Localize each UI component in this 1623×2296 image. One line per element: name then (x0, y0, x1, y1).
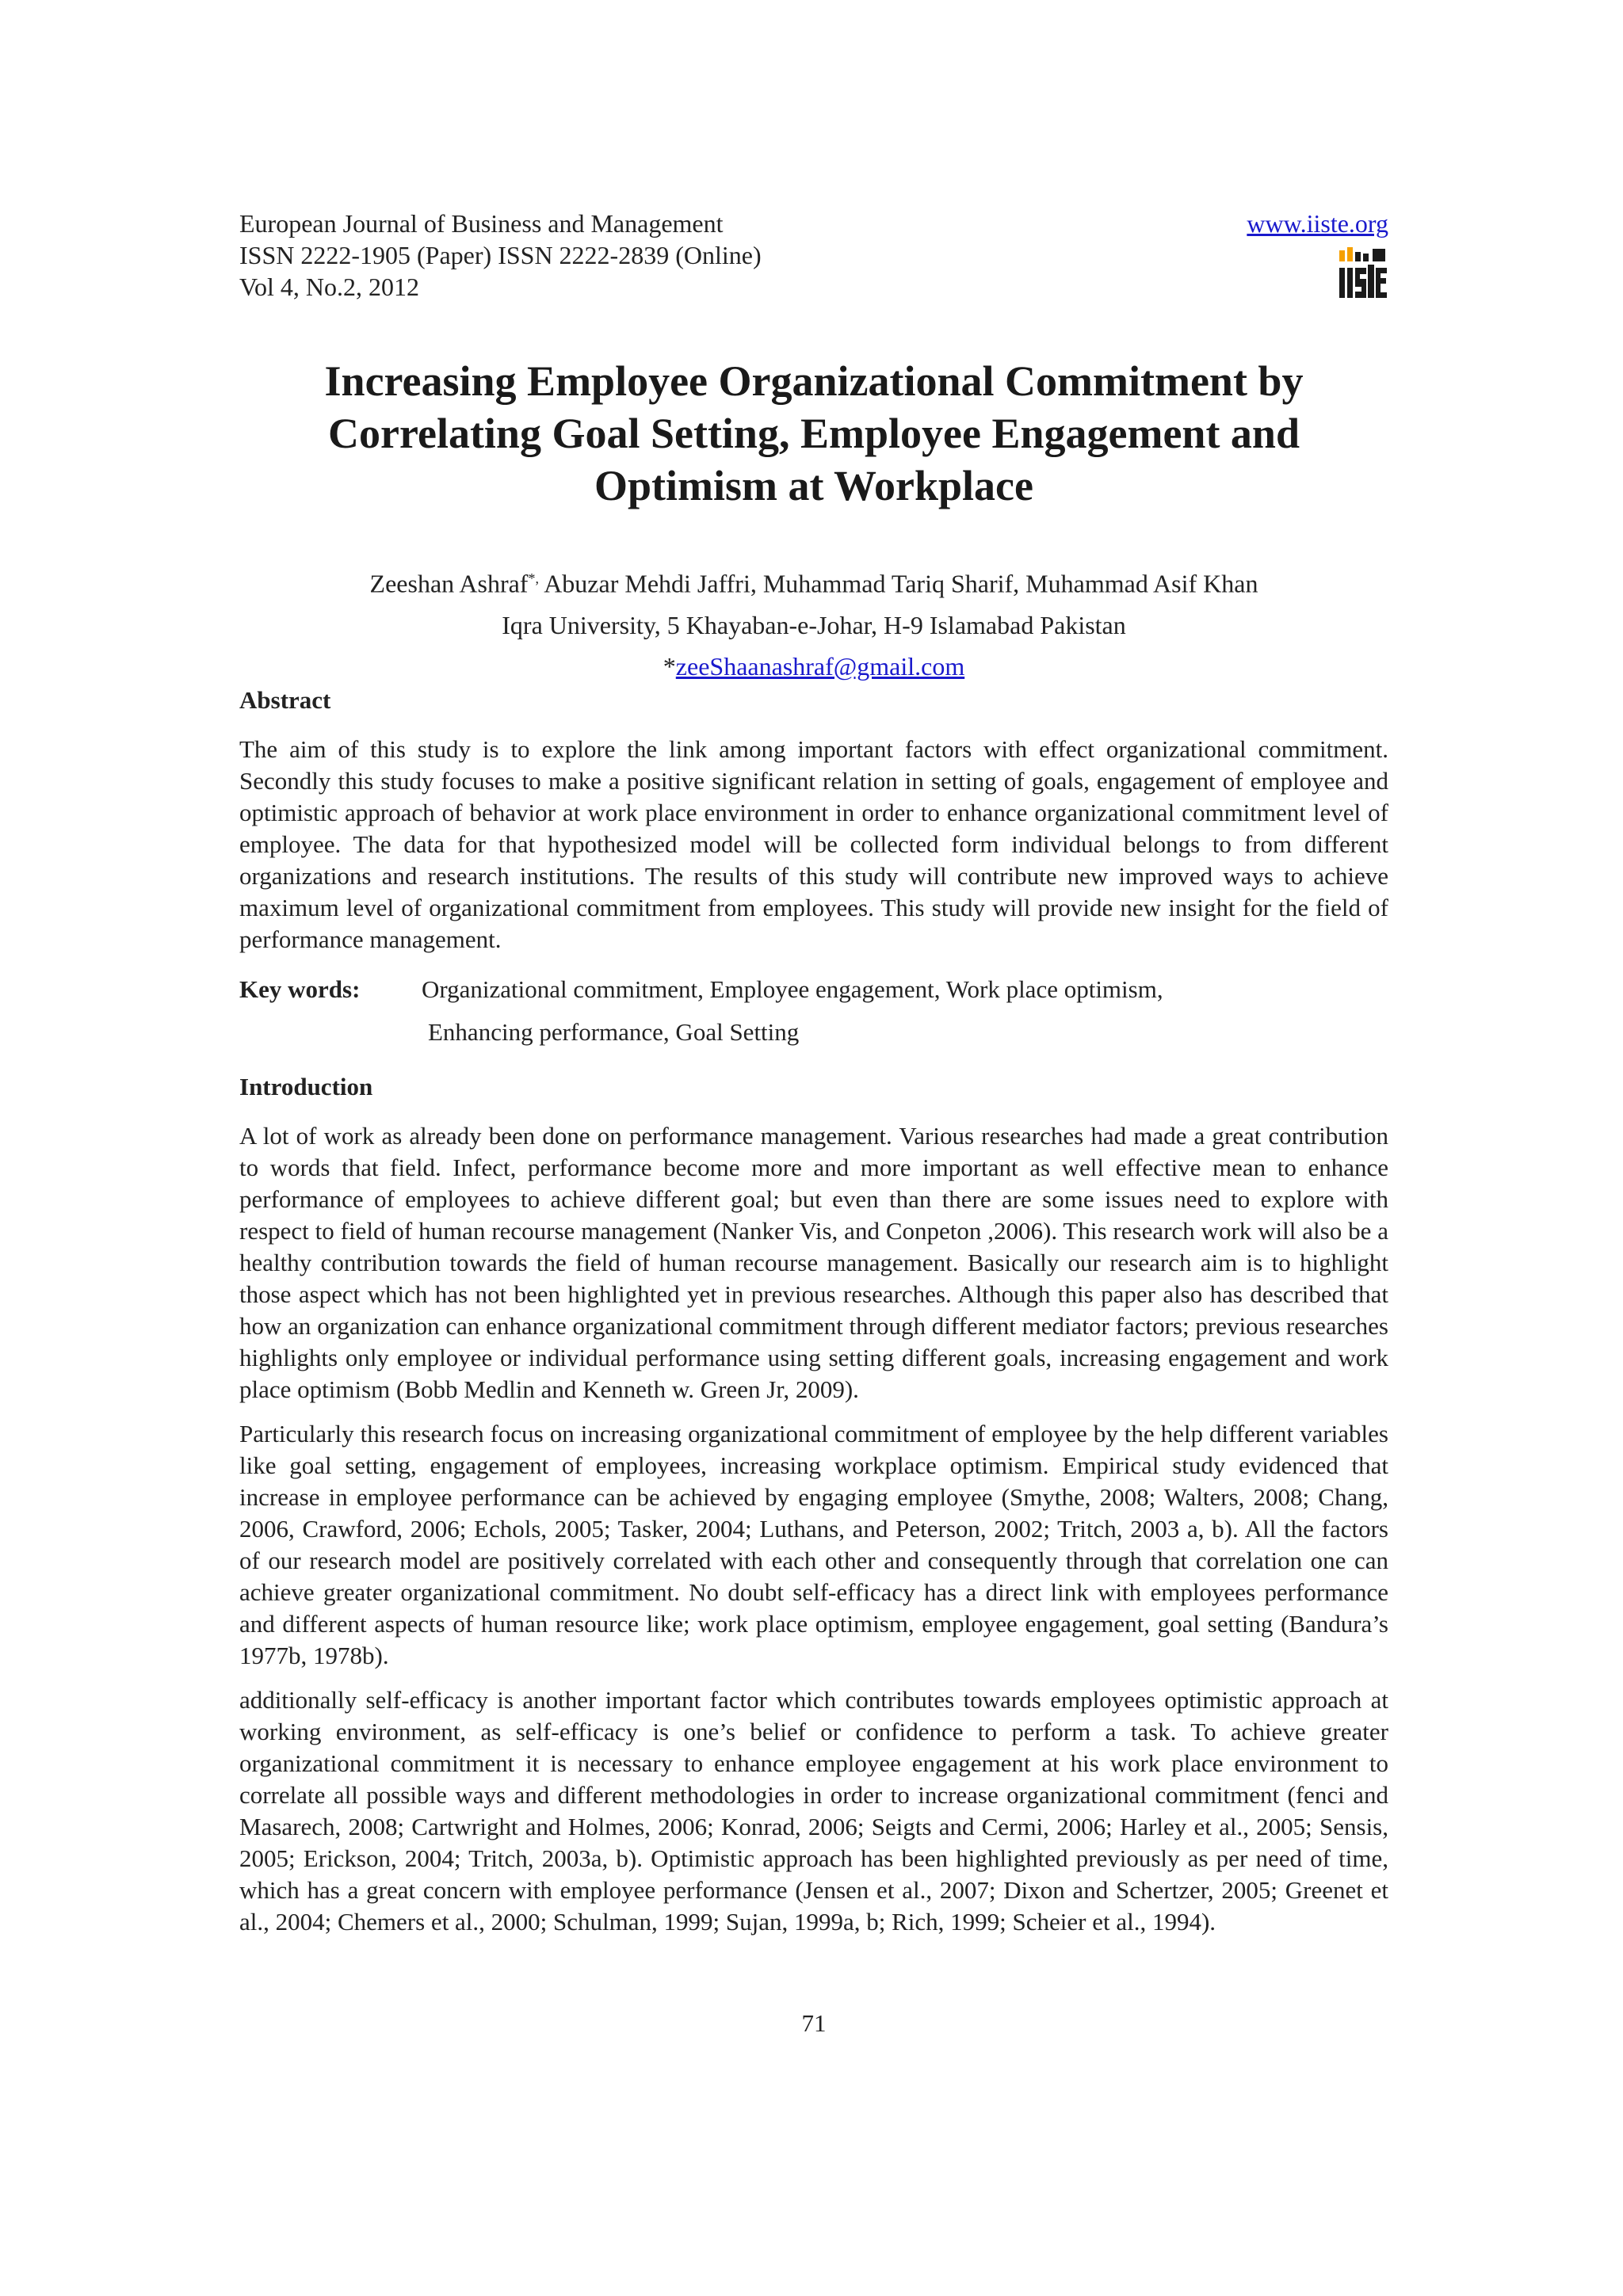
introduction-paragraph: A lot of work as already been done on performance management. Various researches had made a great contribution to words that field. Infect, performance become more and more important as well effective mean to enhance performance of employees to achieve different goal; but even than there are some issues need to explore with respect to field of human recourse management (Nanker Vis, and Conpeton ,2006). This research work will also be a healthy contribution towards the field of human recourse management. Basically our research aim is to highlight those aspect which has not been highlighted yet in previous researches. Although this paper also has described that how an organization can enhance organizational commitment through different mediator factors; previous researches highlights only employee or individual performance using setting different goals, increasing engagement and work place optimism (Bobb Medlin and Kenneth w. Green Jr, 2009). (239, 1122, 1388, 1403)
email-marker: * (663, 651, 676, 681)
title-line: Increasing Employee Organizational Commitment by (324, 357, 1304, 405)
journal-header (239, 208, 1388, 303)
abstract-heading: Abstract (239, 686, 331, 714)
paper-body (239, 685, 1388, 1951)
email-link[interactable]: zeeShaanashraf@gmail.com (675, 651, 965, 681)
title-line: Optimism at Workplace (594, 462, 1033, 509)
author-block (239, 558, 1388, 687)
keywords-line: Organizational commitment, Employee engagement, Work place optimism, (422, 975, 1163, 1003)
abstract-text: The aim of this study is to explore the link among important factors with effect organizational commitment. Secondly this study focuses to make a positive significant relation in setting of goals, engagement of employee and optimistic approach of behavior at work place environment in order to enhance organizational commitment level of employee. The data for that hypothesized model will be collected form individual belongs to from different organizations and research institutions. The results of this study will contribute new improved ways to achieve maximum level of organizational commitment from employees. This study will provide new insight for the field of performance management. (239, 735, 1388, 953)
iiste-logo (1338, 247, 1388, 301)
journal-name: European Journal of Business and Management (239, 209, 724, 238)
author-list (239, 558, 1388, 605)
journal-url-link[interactable]: www.iiste.org (1247, 209, 1388, 238)
corresponding-marker: *, (528, 570, 539, 586)
keywords (239, 968, 1388, 1054)
introduction-paragraph: additionally self-efficacy is another important factor which contributes towards employees optimistic approach at working environment, as self-efficacy is one’s belief or confidence to perform a task. To achieve greater organizational commitment it is necessary to enhance employee engagement at his work place environment to correlate all possible ways and different methodologies in order to increase organizational commitment (fenci and Masarech, 2008; Cartwright and Holmes, 2006; Konrad, 2006; Seigts and Cermi, 2006; Harley et al., 2005; Sensis, 2005; Erickson, 2004; Tritch, 2003a, b). Optimistic approach has been highlighted previously as per need of time, which has a great concern with employee performance (Jensen et al., 2007; Dixon and Schertzer, 2005; Greenet et al., 2004; Chemers et al., 2000; Schulman, 1999; Sujan, 1999a, b; Rich, 1999; Scheier et al., 1994). (239, 1686, 1388, 1936)
introduction-paragraph: Particularly this research focus on increasing organizational commitment of employee by the help different variables like goal setting, engagement of employees, increasing workplace optimism. Empirical study evidenced that increase in employee performance can be achieved by engaging employee (Smythe, 2008; Walters, 2008; Chang, 2006, Crawford, 2006; Echols, 2005; Tasker, 2004; Luthans, and Peterson, 2002; Tritch, 2003 a, b). All the factors of our research model are positively correlated with each other and consequently through that correlation one can achieve greater organizational commitment. No doubt self-efficacy has a direct link with employees performance and different aspects of human resource like; work place optimism, employee engagement, goal setting (Bandura’s 1977b, 1978b). (239, 1420, 1388, 1669)
first-author: Zeeshan Ashraf (369, 569, 529, 598)
paper-title (239, 355, 1388, 512)
keywords-line: Enhancing performance, Goal Setting (428, 1018, 800, 1046)
journal-issn: ISSN 2222-1905 (Paper) ISSN 2222-2839 (Online) (239, 241, 762, 269)
keywords-label: Key words: (239, 975, 361, 1003)
page-number: 71 (801, 2009, 827, 2037)
journal-info (239, 208, 1388, 303)
co-authors: Abuzar Mehdi Jaffri, Muhammad Tariq Sharif, Muhammad Asif Khan (538, 569, 1258, 598)
introduction-heading: Introduction (239, 1073, 373, 1100)
contact-email (239, 646, 1388, 687)
title-line: Correlating Goal Setting, Employee Engagement and (328, 410, 1300, 457)
keywords-values (422, 968, 1163, 1054)
affiliation: Iqra University, 5 Khayaban-e-Johar, H-9 Islamabad Pakistan (502, 610, 1126, 639)
journal-volume: Vol 4, No.2, 2012 (239, 273, 419, 301)
